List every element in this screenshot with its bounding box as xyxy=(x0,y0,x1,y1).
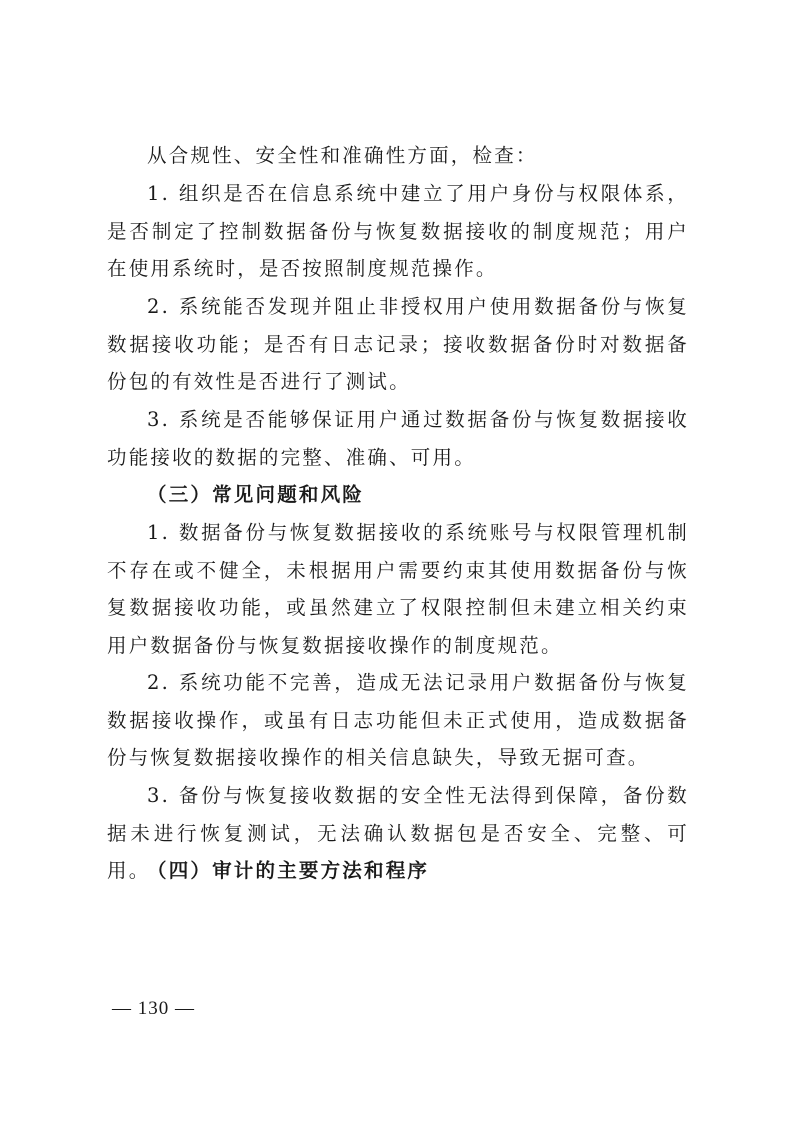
page-number: — 130 — xyxy=(112,998,195,1019)
section-three-heading: （三）常见问题和风险 xyxy=(147,483,365,506)
check-item-2: 2. 系统能否发现并阻止非授权用户使用数据备份与恢复数据接收功能；是否有日志记录；接收数据备份时对数据备份包的有效性是否进行了测试。 xyxy=(107,295,689,393)
section-four-heading: （四）审计的主要方法和程序 xyxy=(147,859,430,882)
check-item-3: 3. 系统是否能够保证用户通过数据备份与恢复数据接收功能接收的数据的完整、准确、可用。 xyxy=(107,408,689,469)
risk-item-3: 3. 备份与恢复接收数据的安全性无法得到保障，备份数据未进行恢复测试，无法确认数据包是否安全、完整、可用。 xyxy=(107,784,689,882)
risk-item-1: 1. 数据备份与恢复数据接收的系统账号与权限管理机制不存在或不健全，未根据用户需要约束其使用数据备份与恢复数据接收功能，或虽然建立了权限控制但未建立相关约束用户数据备份与恢复数据接收操作的制度规范。 xyxy=(107,521,689,657)
risk-item-2: 2. 系统功能不完善，造成无法记录用户数据备份与恢复数据接收操作，或虽有日志功能但未正式使用，造成数据备份与恢复数据接收操作的相关信息缺失，导致无据可查。 xyxy=(107,671,689,769)
check-item-1: 1. 组织是否在信息系统中建立了用户身份与权限体系，是否制定了控制数据备份与恢复数据接收的制度规范；用户在使用系统时，是否按照制度规范操作。 xyxy=(107,182,689,280)
intro-paragraph: 从合规性、安全性和准确性方面，检查： xyxy=(147,144,538,167)
